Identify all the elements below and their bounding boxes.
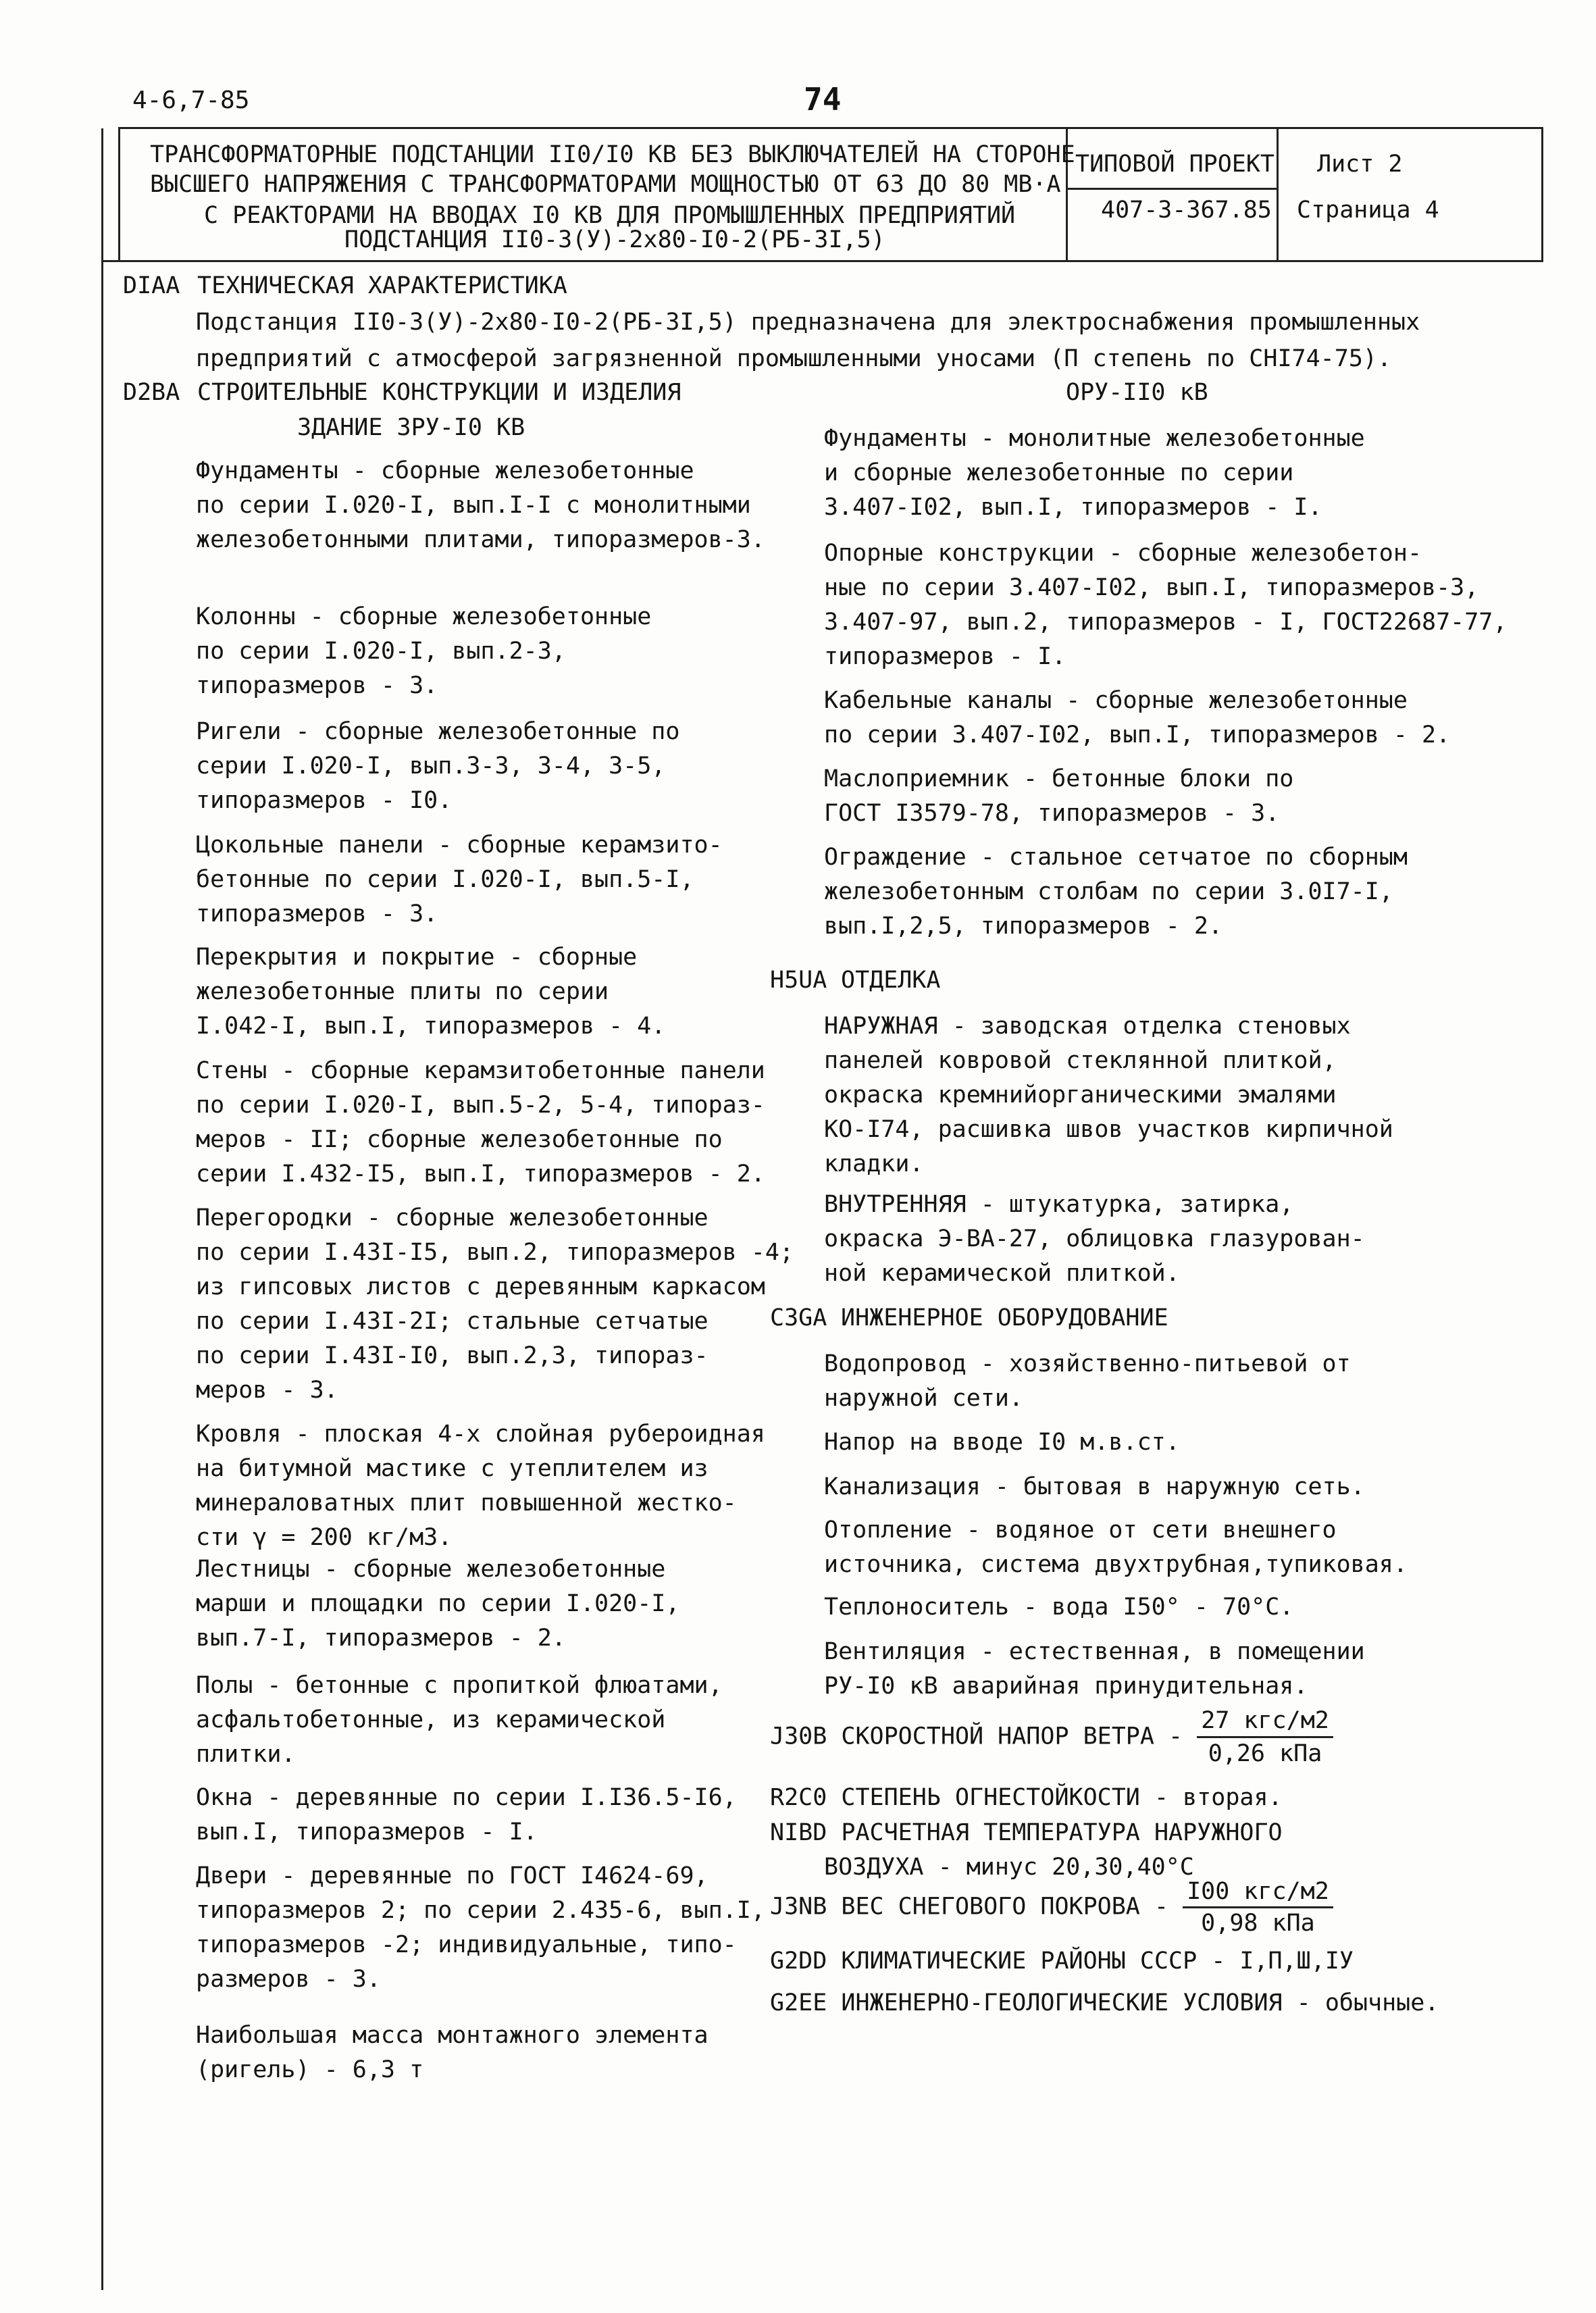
text-line: Фундаменты - монолитные железобетонные [824,425,1365,452]
paragraph-roofing [196,1417,765,1555]
section-code: G2EE [770,1989,827,2016]
text-line: ВНУТРЕННЯЯ - штукатурка, затирка, [824,1191,1294,1218]
paragraph-oru-foundations [824,422,1365,525]
paragraph-oru-oil-receiver [824,762,1293,831]
text-line: плитки. [196,1741,296,1768]
section-text: СКОРОСТНОЙ НАПОР ВЕТРА - [841,1723,1183,1750]
page-left-border [101,128,103,2290]
paragraph-floors-roof [196,940,665,1044]
text-line: Кабельные каналы - сборные железобетонные [824,687,1408,714]
text-line: Перекрытия и покрытие - сборные [196,944,638,971]
section-code: J30B [770,1723,827,1750]
text-line: Колонны - сборные железобетонные [196,603,652,630]
text-line: Ограждение - стальное сетчатое по сборным [824,844,1408,871]
text-line: Окна - деревянные по серии I.I36.5-I6, [196,1784,737,1811]
section-snow-load [770,1877,1333,1938]
paragraph-doors [196,1859,765,1997]
title-line-1: ТРАНСФОРМАТОРНЫЕ ПОДСТАНЦИИ II0/I0 КВ БЕЗ ВЫКЛЮЧАТЕЛЕЙ НА СТОРОНЕ [150,141,1075,168]
text-line: вып.I,2,5, типоразмеров - 2. [824,913,1223,940]
text-line: Напор на вводе I0 м.в.ст. [824,1429,1180,1456]
text-line: Канализация - бытовая в наружную сеть. [824,1473,1365,1500]
section-heading: ИНЖЕНЕРНОЕ ОБОРУДОВАНИЕ [841,1304,1168,1331]
text-line: Отопление - водяное от сети внешнего [824,1517,1337,1544]
paragraph-oru-supports [824,536,1507,674]
text-line: на битумной мастике с утеплителем из [196,1455,709,1482]
text-line: ные по серии 3.407-I02, вып.I, типоразмеров-3, [824,574,1479,601]
paragraph-heat-carrier [824,1590,1293,1625]
text-line: вып.7-I, типоразмеров - 2. [196,1625,566,1652]
section-heading: СТРОИТЕЛЬНЫЕ КОНСТРУКЦИИ И ИЗДЕЛИЯ [197,379,681,406]
section-code: C3GA [770,1304,827,1331]
text-line: из гипсовых листов с деревянным каркасом [196,1273,765,1300]
section-text: ВЕС СНЕГОВОГО ПОКРОВА - [841,1893,1169,1921]
text-line: по серии I.43I-I5, вып.2, типоразмеров -4; [196,1239,794,1266]
text-line: 3.407-I02, вып.I, типоразмеров - I. [824,494,1322,521]
paragraph-heating [824,1513,1408,1582]
text-line: Ригели - сборные железобетонные по [196,718,680,745]
text-line: сти γ = 200 кг/м3. [196,1524,453,1551]
fraction-denominator: 0,26 кПа [1208,1740,1322,1767]
text-line: типоразмеров -2; индивидуальные, типо- [196,1931,737,1958]
text-line: Полы - бетонные с пропиткой флюатами, [196,1672,723,1699]
section-subheading: ЗДАНИЕ ЗРУ-I0 КВ [297,414,525,441]
text-line: по серии I.020-I, вып.5-2, 5-4, типораз- [196,1092,765,1119]
paragraph-floors [196,1669,723,1772]
paragraph-stairs [196,1552,679,1656]
text-line: минераловатных плит повышенной жестко- [196,1490,737,1517]
section-geological-conditions [770,1986,1439,2020]
text-line: ной керамической плиткой. [824,1260,1180,1287]
section-code: DIAA [123,272,180,299]
section-fire-resistance [770,1781,1283,1815]
title-line-2: ВЫСШЕГО НАПРЯЖЕНИЯ С ТРАНСФОРМАТОРАМИ МОЩНОСТЬЮ ОТ 63 ДО 80 МВ·А [150,171,1061,198]
section-heading: ТЕХНИЧЕСКАЯ ХАРАКТЕРИСТИКА [197,272,567,299]
text-line: наружной сети. [824,1385,1024,1412]
text-line: железобетонным столбам по серии 3.0I7-I, [824,878,1393,905]
text-line: I.042-I, вып.I, типоразмеров - 4. [196,1013,666,1040]
text-line: меров - II; сборные железобетонные по [196,1126,723,1153]
title-block-top-rule [118,127,1543,129]
text-line: размеров - 3. [196,1966,381,1993]
text-line: Стены - сборные керамзитобетонные панели [196,1057,765,1084]
text-line: предприятий с атмосферой загрязненной промышленными уносами (П степень по СНI74-75). [196,345,1392,372]
page-label: Страница 4 [1297,197,1439,224]
text-line: НАРУЖНАЯ - заводская отделка стеновых [824,1013,1351,1040]
section-text: СТЕПЕНЬ ОГНЕСТОЙКОСТИ - вторая. [841,1784,1283,1811]
text-line: КО-I74, расшивка швов участков кирпичной [824,1116,1393,1143]
text-line: Цокольные панели - сборные керамзито- [196,832,723,859]
section-code: R2C0 [770,1784,827,1811]
text-line: Наибольшая масса монтажного элемента [196,2022,709,2049]
text-line: типоразмеров - I. [824,643,1066,670]
text-line: Подстанция II0-3(У)-2х80-I0-2(РБ-3I,5) предназначена для электроснабжения промышленных [196,309,1420,336]
fraction-numerator: 27 кгс/м2 [1197,1705,1333,1738]
paragraph-columns [196,600,651,703]
text-line: (ригель) - 6,3 т [196,2056,424,2083]
section-text: РАСЧЕТНАЯ ТЕМПЕРАТУРА НАРУЖНОГО [841,1819,1283,1846]
section-text: ИНЖЕНЕРНО-ГЕОЛОГИЧЕСКИЕ УСЛОВИЯ - обычные. [841,1989,1439,2016]
text-line: асфальтобетонные, из керамической [196,1706,666,1733]
paragraph-exterior-finish [824,1009,1393,1181]
text-line: железобетонные плиты по серии [196,978,609,1005]
text-line: бетонные по серии I.020-I, вып.5-I, [196,866,694,893]
text-line: меров - 3. [196,1377,338,1404]
text-line: окраска Э-ВА-27, облицовка глазурован- [824,1225,1365,1252]
text-line: по серии I.43I-I0, вып.2,3, типораз- [196,1342,709,1369]
title-block-right-rule [1541,127,1543,262]
text-line: по серии I.020-I, вып.I-I с монолитными [196,492,751,519]
paragraph-foundations [196,454,765,557]
paragraph-walls [196,1054,765,1192]
section-wind-pressure [770,1705,1333,1769]
paragraph-water-supply [824,1347,1351,1416]
section-heading: ОТДЕЛКА [841,967,941,994]
text-line: РУ-I0 кВ аварийная принудительная. [824,1673,1308,1700]
fraction-denominator: 0,98 кПа [1201,1910,1315,1937]
paragraph-max-mass [196,2018,709,2087]
paragraph-plinth-panels [196,828,723,932]
text-line: по серии I.020-I, вып.2-3, [196,638,566,665]
section-code: J3NB [770,1893,827,1921]
text-line: ГОСТ I3579-78, типоразмеров - 3. [824,800,1280,827]
text-line: Двери - деревянные по ГОСТ I4624-69, [196,1862,709,1889]
text-line: кладки. [824,1150,924,1177]
page-number: 74 [804,81,842,118]
text-line: железобетонными плитами, типоразмеров-3. [196,526,765,553]
text-line: Лестницы - сборные железобетонные [196,1556,666,1583]
text-line: по серии I.43I-2I; стальные сетчатые [196,1308,709,1335]
wind-pressure-fraction [1197,1705,1333,1769]
text-line: Перегородки - сборные железобетонные [196,1204,709,1231]
section-code: G2DD [770,1948,827,1975]
section-climate-regions [770,1944,1354,1979]
paragraph-ventilation [824,1635,1365,1704]
text-line: типоразмеров - 3. [196,900,438,927]
text-line: вып.I, типоразмеров - I. [196,1819,538,1846]
section-heading: ОРУ-II0 кВ [1066,379,1208,406]
text-line: типоразмеров - I0. [196,787,453,814]
text-line: окраска кремнийорганическими эмалями [824,1082,1337,1109]
paragraph-sewerage [824,1470,1365,1504]
text-line: 3.407-97, вып.2, типоразмеров - I, ГОСТ22687-77, [824,609,1508,636]
paragraph-girders [196,715,679,818]
text-line: типоразмеров 2; по серии 2.435-6, вып.I, [196,1897,765,1924]
title-block-left-rule [118,127,120,262]
section-text-continued: ВОЗДУХА - минус 20,30,40°С [824,1854,1194,1881]
doc-code: 4-6,7-85 [132,86,250,114]
text-line: источника, система двухтрубная,тупиковая. [824,1551,1408,1578]
project-number: 407-3-367.85 [1101,197,1272,224]
section-code: H5UA [770,967,827,994]
text-line: по серии 3.407-I02, вып.I, типоразмеров - 2. [824,721,1451,748]
section-code: NIBD [770,1819,827,1846]
title-block-inner-rule [1066,188,1277,190]
snow-load-fraction [1183,1877,1333,1938]
title-line-4: ПОДСТАНЦИЯ II0-3(У)-2х80-I0-2(РБ-3I,5) [344,226,885,253]
paragraph-partitions [196,1201,794,1408]
text-line: Опорные конструкции - сборные железобетон- [824,540,1422,567]
paragraph-oru-fence [824,840,1408,944]
text-line: Кровля - плоская 4-х слойная рубероидная [196,1421,765,1448]
paragraph-pressure [824,1425,1180,1460]
title-block-bottom-rule [101,260,1543,262]
text-line: марши и площадки по серии I.020-I, [196,1590,680,1617]
text-line: Маслоприемник - бетонные блоки по [824,765,1294,792]
text-line: Теплоноситель - вода I50° - 70°С. [824,1594,1294,1621]
fraction-numerator: I00 кгс/м2 [1183,1877,1333,1908]
section-design-temperature [770,1816,1283,1885]
section-text: КЛИМАТИЧЕСКИЕ РАЙОНЫ СССР - I,П,Ш,IУ [841,1948,1354,1975]
text-line: Вентиляция - естественная, в помещении [824,1638,1365,1665]
text-line: типоразмеров - 3. [196,672,438,699]
paragraph-oru-cable-channels [824,684,1450,753]
section-code: D2BA [123,379,180,406]
project-label: ТИПОВОЙ ПРОЕКТ [1075,151,1275,178]
title-line-3: С РЕАКТОРАМИ НА ВВОДАХ I0 КВ ДЛЯ ПРОМЫШЛЕННЫХ ПРЕДПРИЯТИЙ [204,202,1016,229]
title-block-divider-2 [1277,127,1279,262]
text-line: Фундаменты - сборные железобетонные [196,457,694,484]
paragraph-interior-finish [824,1188,1365,1291]
sheet-label: Лист 2 [1317,151,1403,178]
text-line: панелей ковровой стеклянной плиткой, [824,1047,1337,1074]
text-line: серии I.432-I5, вып.I, типоразмеров - 2. [196,1161,765,1188]
text-line: и сборные железобетонные по серии [824,459,1294,486]
text-line: серии I.020-I, вып.3-3, 3-4, 3-5, [196,753,666,780]
paragraph-windows [196,1781,737,1850]
text-line: Водопровод - хозяйственно-питьевой от [824,1350,1351,1377]
